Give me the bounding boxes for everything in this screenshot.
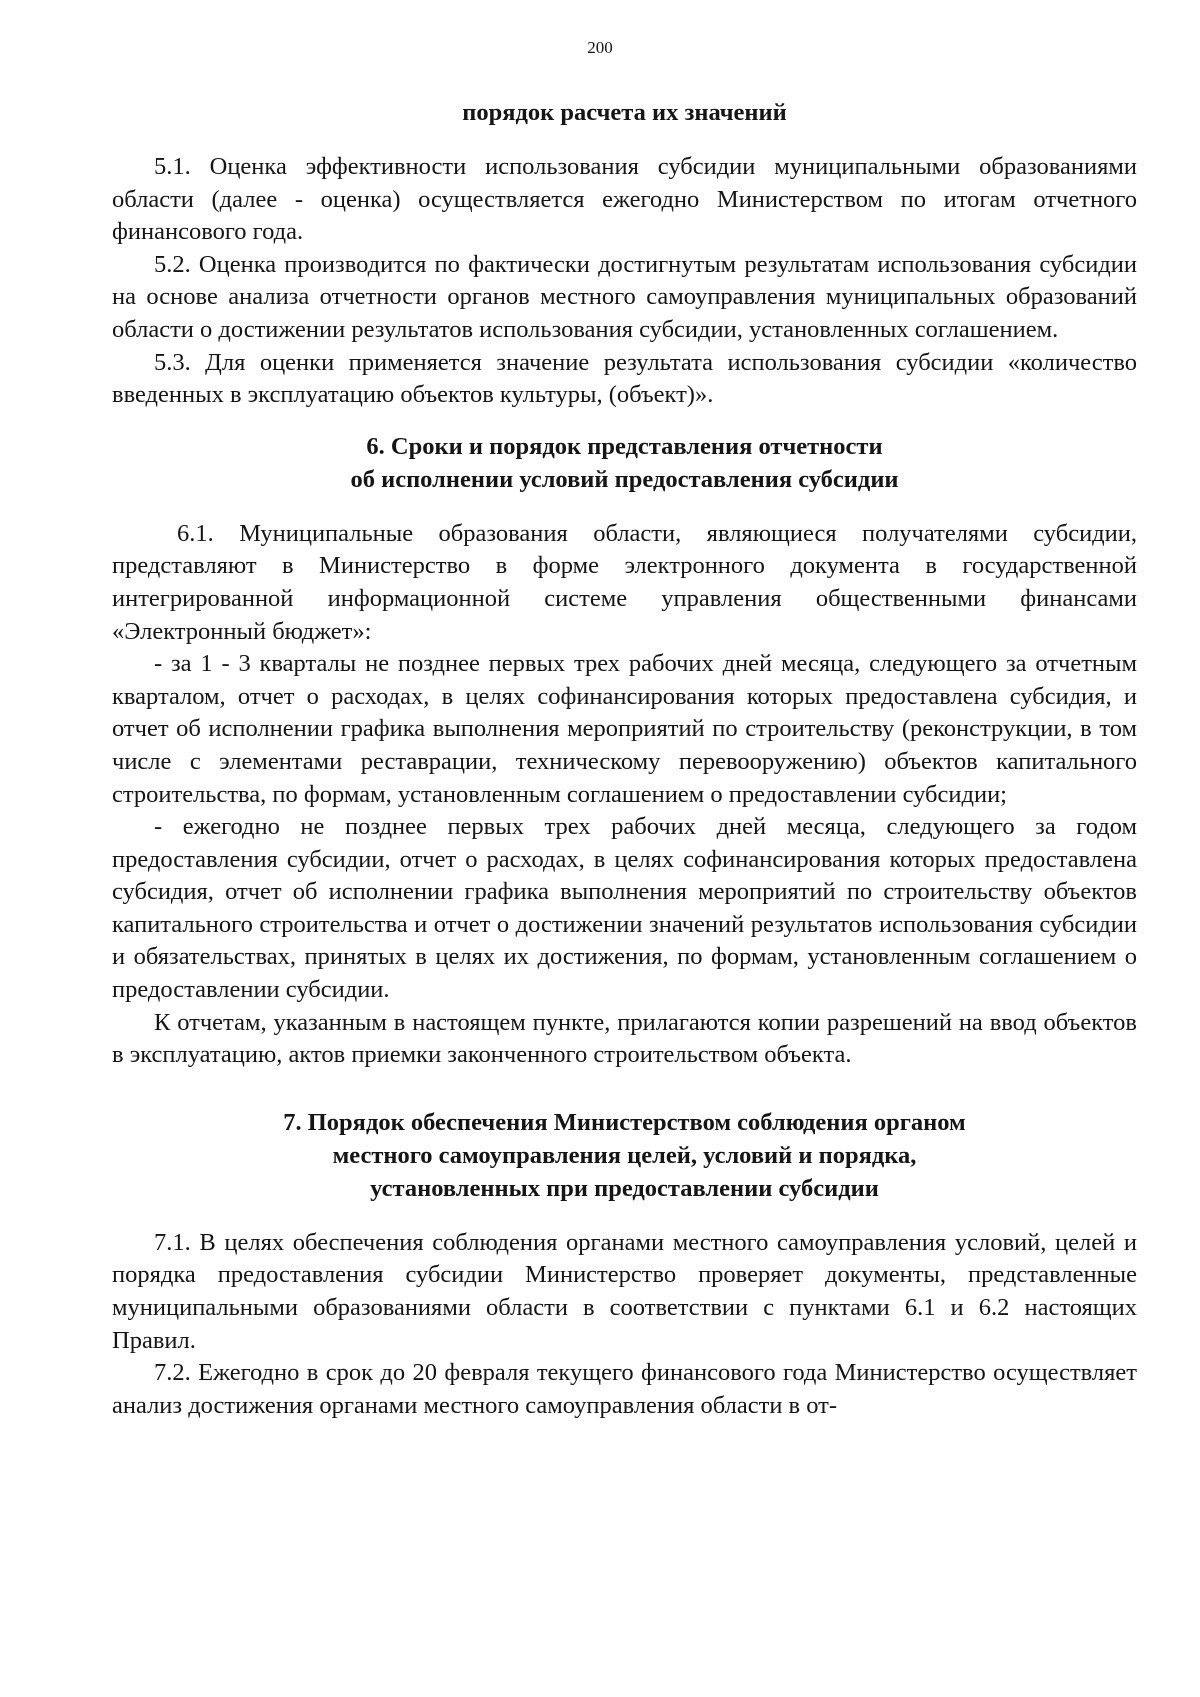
paragraph-6-1: 6.1. Муниципальные образования области, являющиеся получателями субсидии, представляют в Министерство в форме электронного документа в государственной интегрированной информационной системе управления общественными финансами «Электронный бюджет»: [112, 519, 1137, 645]
section7-heading-line1: 7. Порядок обеспечения Министерством соблюдения органом [283, 1108, 966, 1136]
section5-heading: порядок расчета их значений [462, 99, 787, 126]
paragraph-7-2: 7.2. Ежегодно в срок до 20 февраля текущего финансового года Министерство осуществляет анализ достижения органами местного самоуправления области в от- [112, 1359, 1137, 1419]
paragraph-5-3: 5.3. Для оценки применяется значение результата использования субсидии «количество введенных в эксплуатацию объектов культуры, (объект)». [112, 348, 1137, 409]
section7-heading-line3: установленных при предоставлении субсидии [370, 1174, 879, 1202]
paragraph-5-1: 5.1. Оценка эффективности использования субсидии муниципальными образованиями области (далее - оценка) осуществляется ежегодно Министерством по итогам отчетного финансового года. [112, 153, 1137, 246]
paragraph-7-1: 7.1. В целях обеспечения соблюдения органами местного самоуправления условий, целей и порядка предоставления субсидии Министерство проверяет документы, представленные муниципальными образованиями области в соответствии с пунктами 6.1 и 6.2 настоящих Правил. [112, 1228, 1137, 1354]
section6-heading-line2: об исполнении условий предоставления субсидии [350, 465, 899, 493]
list-item-annual-report: - ежегодно не позднее первых трех рабочих дней месяца, следующего за годом предоставления субсидии, отчет о расходах, в целях софинансирования которых предоставлена субсидия, отчет об исполнении графика выполнения мероприятий по строительству объектов капитального строительства и отчет о достижении значений результатов использования субсидии и обязательствах, принятых в целях их достижения, по формам, установленным соглашением о предоставлении субсидии. [112, 813, 1137, 1004]
paragraph-attachments: К отчетам, указанным в настоящем пункте, прилагаются копии разрешений на ввод объектов в эксплуатацию, актов приемки законченного строительством объекта. [112, 1008, 1137, 1069]
page-number: 200 [587, 38, 613, 57]
section7-heading-line2: местного самоуправления целей, условий и порядка, [332, 1141, 917, 1169]
list-item-quarterly-report: - за 1 - 3 кварталы не позднее первых трех рабочих дней месяца, следующего за отчетным кварталом, отчет о расходах, в целях софинансирования которых предоставлена субсидия, и отчет об исполнении графика выполнения мероприятий по строительству (реконструкции, в том числе с элементами реставрации, техническому перевооружению) объектов капитального строительства, по формам, установленным соглашением о предоставлении субсидии; [112, 650, 1137, 808]
document-body [112, 96, 1137, 1422]
paragraph-5-2: 5.2. Оценка производится по фактически достигнутым результатам использования субсидии на основе анализа отчетности органов местного самоуправления муниципальных образований области о достижении результатов использования субсидии, установленных соглашением. [112, 250, 1137, 343]
section6-heading-line1: 6. Сроки и порядок представления отчетности [366, 432, 883, 460]
